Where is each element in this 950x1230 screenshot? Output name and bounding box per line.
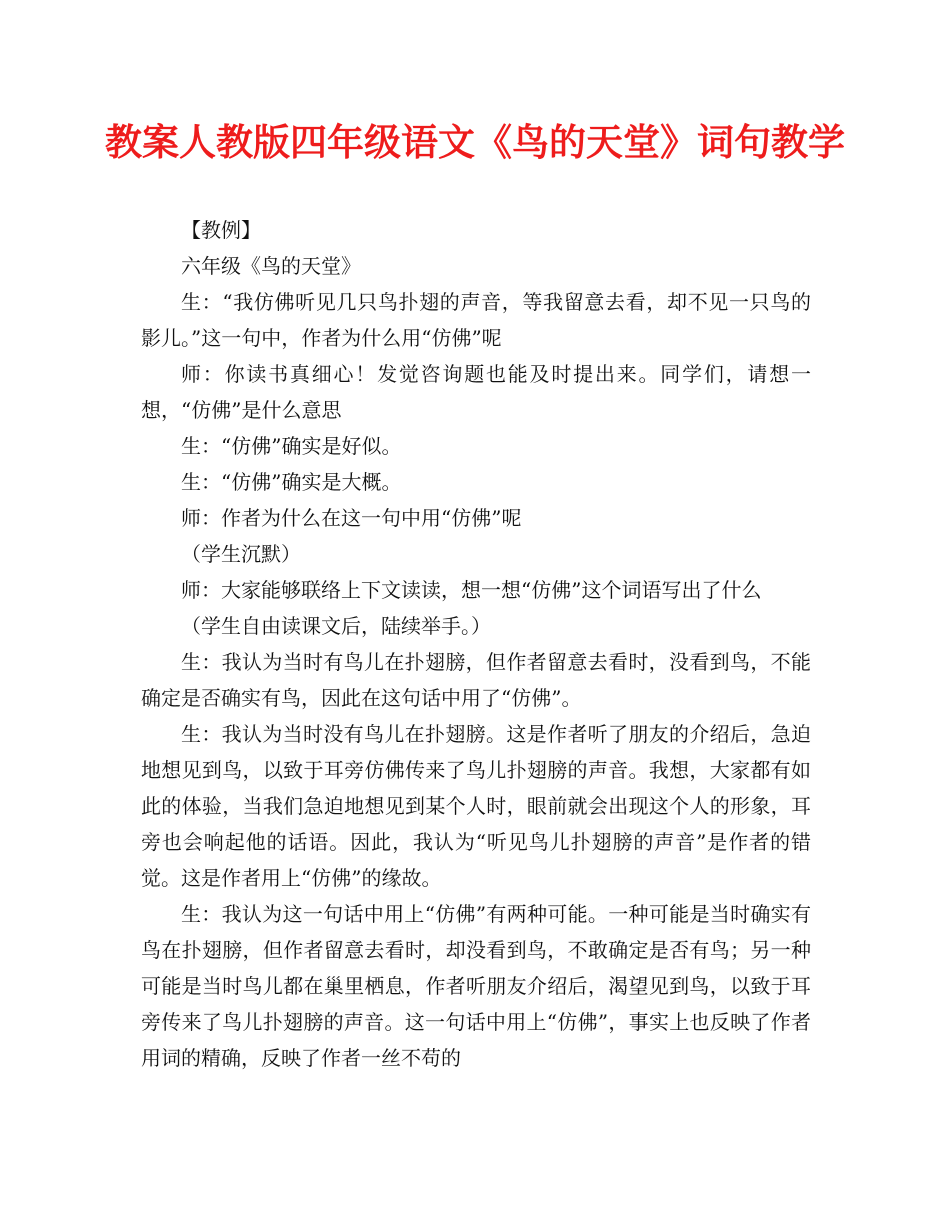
paragraph: 生：“仿佛”确实是好似。 [181, 434, 402, 458]
paragraph: 生：我认为这一句话中用上“仿佛”有两种可能。一种可能是当时确实有鸟在扑翅膀，但作者留意去看时，却没看到鸟，不敢确定是否有鸟；另一种可能是当时鸟儿都在巢里栖息，作者听朋友介绍后，渴望见到鸟，以致于耳旁传来了鸟儿扑翅膀的声音。这一句话中用上“仿佛”，事实上也反映了作者用词的精确，反映了作者一丝不苟的 [141, 902, 811, 1070]
paragraph: 生：我认为当时没有鸟儿在扑翅膀。这是作者听了朋友的介绍后，急迫地想见到鸟，以致于耳旁仿佛传来了鸟儿扑翅膀的声音。我想，大家都有如此的体验，当我们急迫地想见到某个人时，眼前就会出现这个人的形象，耳旁也会响起他的话语。因此，我认为“听见鸟儿扑翅膀的声音”是作者的错觉。这是作者用上“仿佛”的缘故。 [141, 722, 811, 890]
paragraph: （学生自由读课文后，陆续举手。） [181, 614, 491, 638]
paragraph: （学生沉默） [181, 542, 301, 566]
document-body [141, 212, 811, 1076]
paragraph: 生：“仿佛”确实是大概。 [181, 470, 402, 494]
paragraph: 生：我认为当时有鸟儿在扑翅膀，但作者留意去看时，没看到鸟，不能确定是否确实有鸟，因此在这句话中用了“仿佛”。 [141, 650, 811, 710]
paragraph: 【教例】 [181, 218, 261, 242]
paragraph: 师：大家能够联络上下文读读，想一想“仿佛”这个词语写出了什么 [181, 578, 762, 602]
paragraph: 六年级《鸟的天堂》 [181, 254, 361, 278]
paragraph: 师：作者为什么在这一句中用“仿佛”呢 [181, 506, 522, 530]
paragraph: 师：你读书真细心！发觉咨询题也能及时提出来。同学们，请想一想，“仿佛”是什么意思 [141, 362, 811, 422]
paragraph: 生：“我仿佛听见几只鸟扑翅的声音，等我留意去看，却不见一只鸟的影儿。”这一句中，作者为什么用“仿佛”呢 [141, 290, 811, 350]
document-title: 教案人教版四年级语文《鸟的天堂》词句教学 [105, 121, 845, 164]
